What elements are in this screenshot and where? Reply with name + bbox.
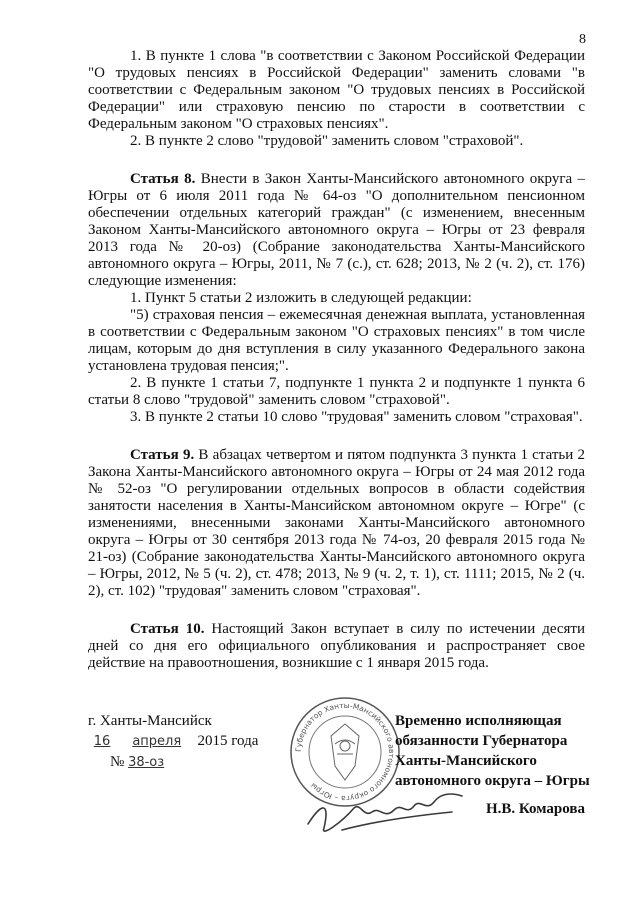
signoff-day: 16 <box>93 734 111 749</box>
signer-line-2: обязанности Губернатора <box>395 733 568 749</box>
signoff-number: 38-оз <box>128 755 165 770</box>
paragraph-8-1: 1. Пункт 5 статьи 2 изложить в следующей редакции: <box>130 290 472 306</box>
article-9-heading: Статья 9. <box>130 447 195 463</box>
signer-line-3: Ханты-Мансийского <box>395 753 537 769</box>
law-text <box>88 48 585 672</box>
paragraph-8-3: 3. В пункте 2 статьи 10 слово "трудовая" заменить словом "страховая". <box>130 409 583 425</box>
article-8: Статья 8. Внести в Закон Ханты-Мансийского автономного округа – Югры от 6 июля 2011 года № 64-оз "О дополнительном пенсионном обеспечении отдельных категорий граждан" (с изменением, внесенным Законом Ханты-Мансийского автономного округа – Югры от 23 февраля 2013 года № 20-оз) (Собрание законодательства Ханты-Мансийского автономного округа – Югры, 2011, № 7 (с.), ст. 628; 2013, № 2 (ч. 2), ст. 176) следующие изменения: <box>88 171 585 289</box>
signer-name: Н.В. Комарова <box>486 801 585 817</box>
article-10: Статья 10. Настоящий Закон вступает в силу по истечении десяти дней со дня его официального опубликования и распространяет свое действие на правоотношения, возникшие с 1 января 2015 года. <box>88 621 586 671</box>
signoff-number-prefix: № <box>110 754 125 770</box>
signer-line-1: Временно исполняющая <box>395 713 562 729</box>
signoff-number-line <box>88 752 288 773</box>
seal-text: Губернатор Ханты-Мансийского автономного округа – Югры <box>293 700 397 804</box>
page-number: 8 <box>579 32 586 47</box>
signoff-date <box>88 731 288 752</box>
paragraph-8-2: 2. В пункте 1 статьи 7, подпункте 1 пункта 2 и подпункте 1 пункта 6 статьи 8 слово "трудовой" заменить словом "страховой". <box>88 375 585 408</box>
paragraph-8-quote: "5) страховая пенсия – ежемесячная денежная выплата, установленная в соответствии с Федеральным законом "О страховых пенсиях" в том числе лицам, которым до дня вступления в силу указанного Федерального закона установлена трудовая пенсия;". <box>88 307 585 374</box>
signoff-city: г. Ханты-Мансийск <box>88 713 212 729</box>
signoff-month: апреля <box>132 734 182 749</box>
paragraph-item-2: 2. В пункте 2 слово "трудовой" заменить словом "страховой". <box>130 133 524 149</box>
signer-line-4: автономного округа – Югры <box>395 773 590 789</box>
signoff-year: 2015 года <box>197 733 259 749</box>
signoff-block <box>88 711 288 773</box>
article-8-heading: Статья 8. <box>130 171 196 187</box>
article-10-heading: Статья 10. <box>130 621 205 637</box>
paragraph-item-1: 1. В пункте 1 слова "в соответствии с Законом Российской Федерации "О трудовых пенсиях в Российской Федерации" заменить словами "в соответствии с Федеральным законом "О трудовых пенсиях в Российской Федерации" или страховую пенсию по старости в соответствии с Федеральным законом "О страховых пенсиях". <box>88 48 585 132</box>
signature-stroke <box>308 794 462 831</box>
article-9: Статья 9. В абзацах четвертом и пятом подпункта 3 пункта 1 статьи 2 Закона Ханты-Мансийского автономного округа – Югры от 24 мая 2012 года № 52-оз "О регулировании отдельных вопросов в области содействия занятости населения в Ханты-Мансийском автономном округе – Югре" (с изменениями, внесенными законами Ханты-Мансийского автономного округа – Югры от 30 сентября 2013 года № 74-оз, 20 февраля 2015 года № 21-оз) (Собрание законодательства Ханты-Мансийского автономного округа – Югры, 2012, № 5 (ч. 2), ст. 478; 2013, № 9 (ч. 2, т. 1), ст. 1111; 2015, № 2 (ч. 2), ст. 102) "трудовая" заменить словом "страховая". <box>88 447 585 599</box>
signer-block <box>395 711 595 791</box>
